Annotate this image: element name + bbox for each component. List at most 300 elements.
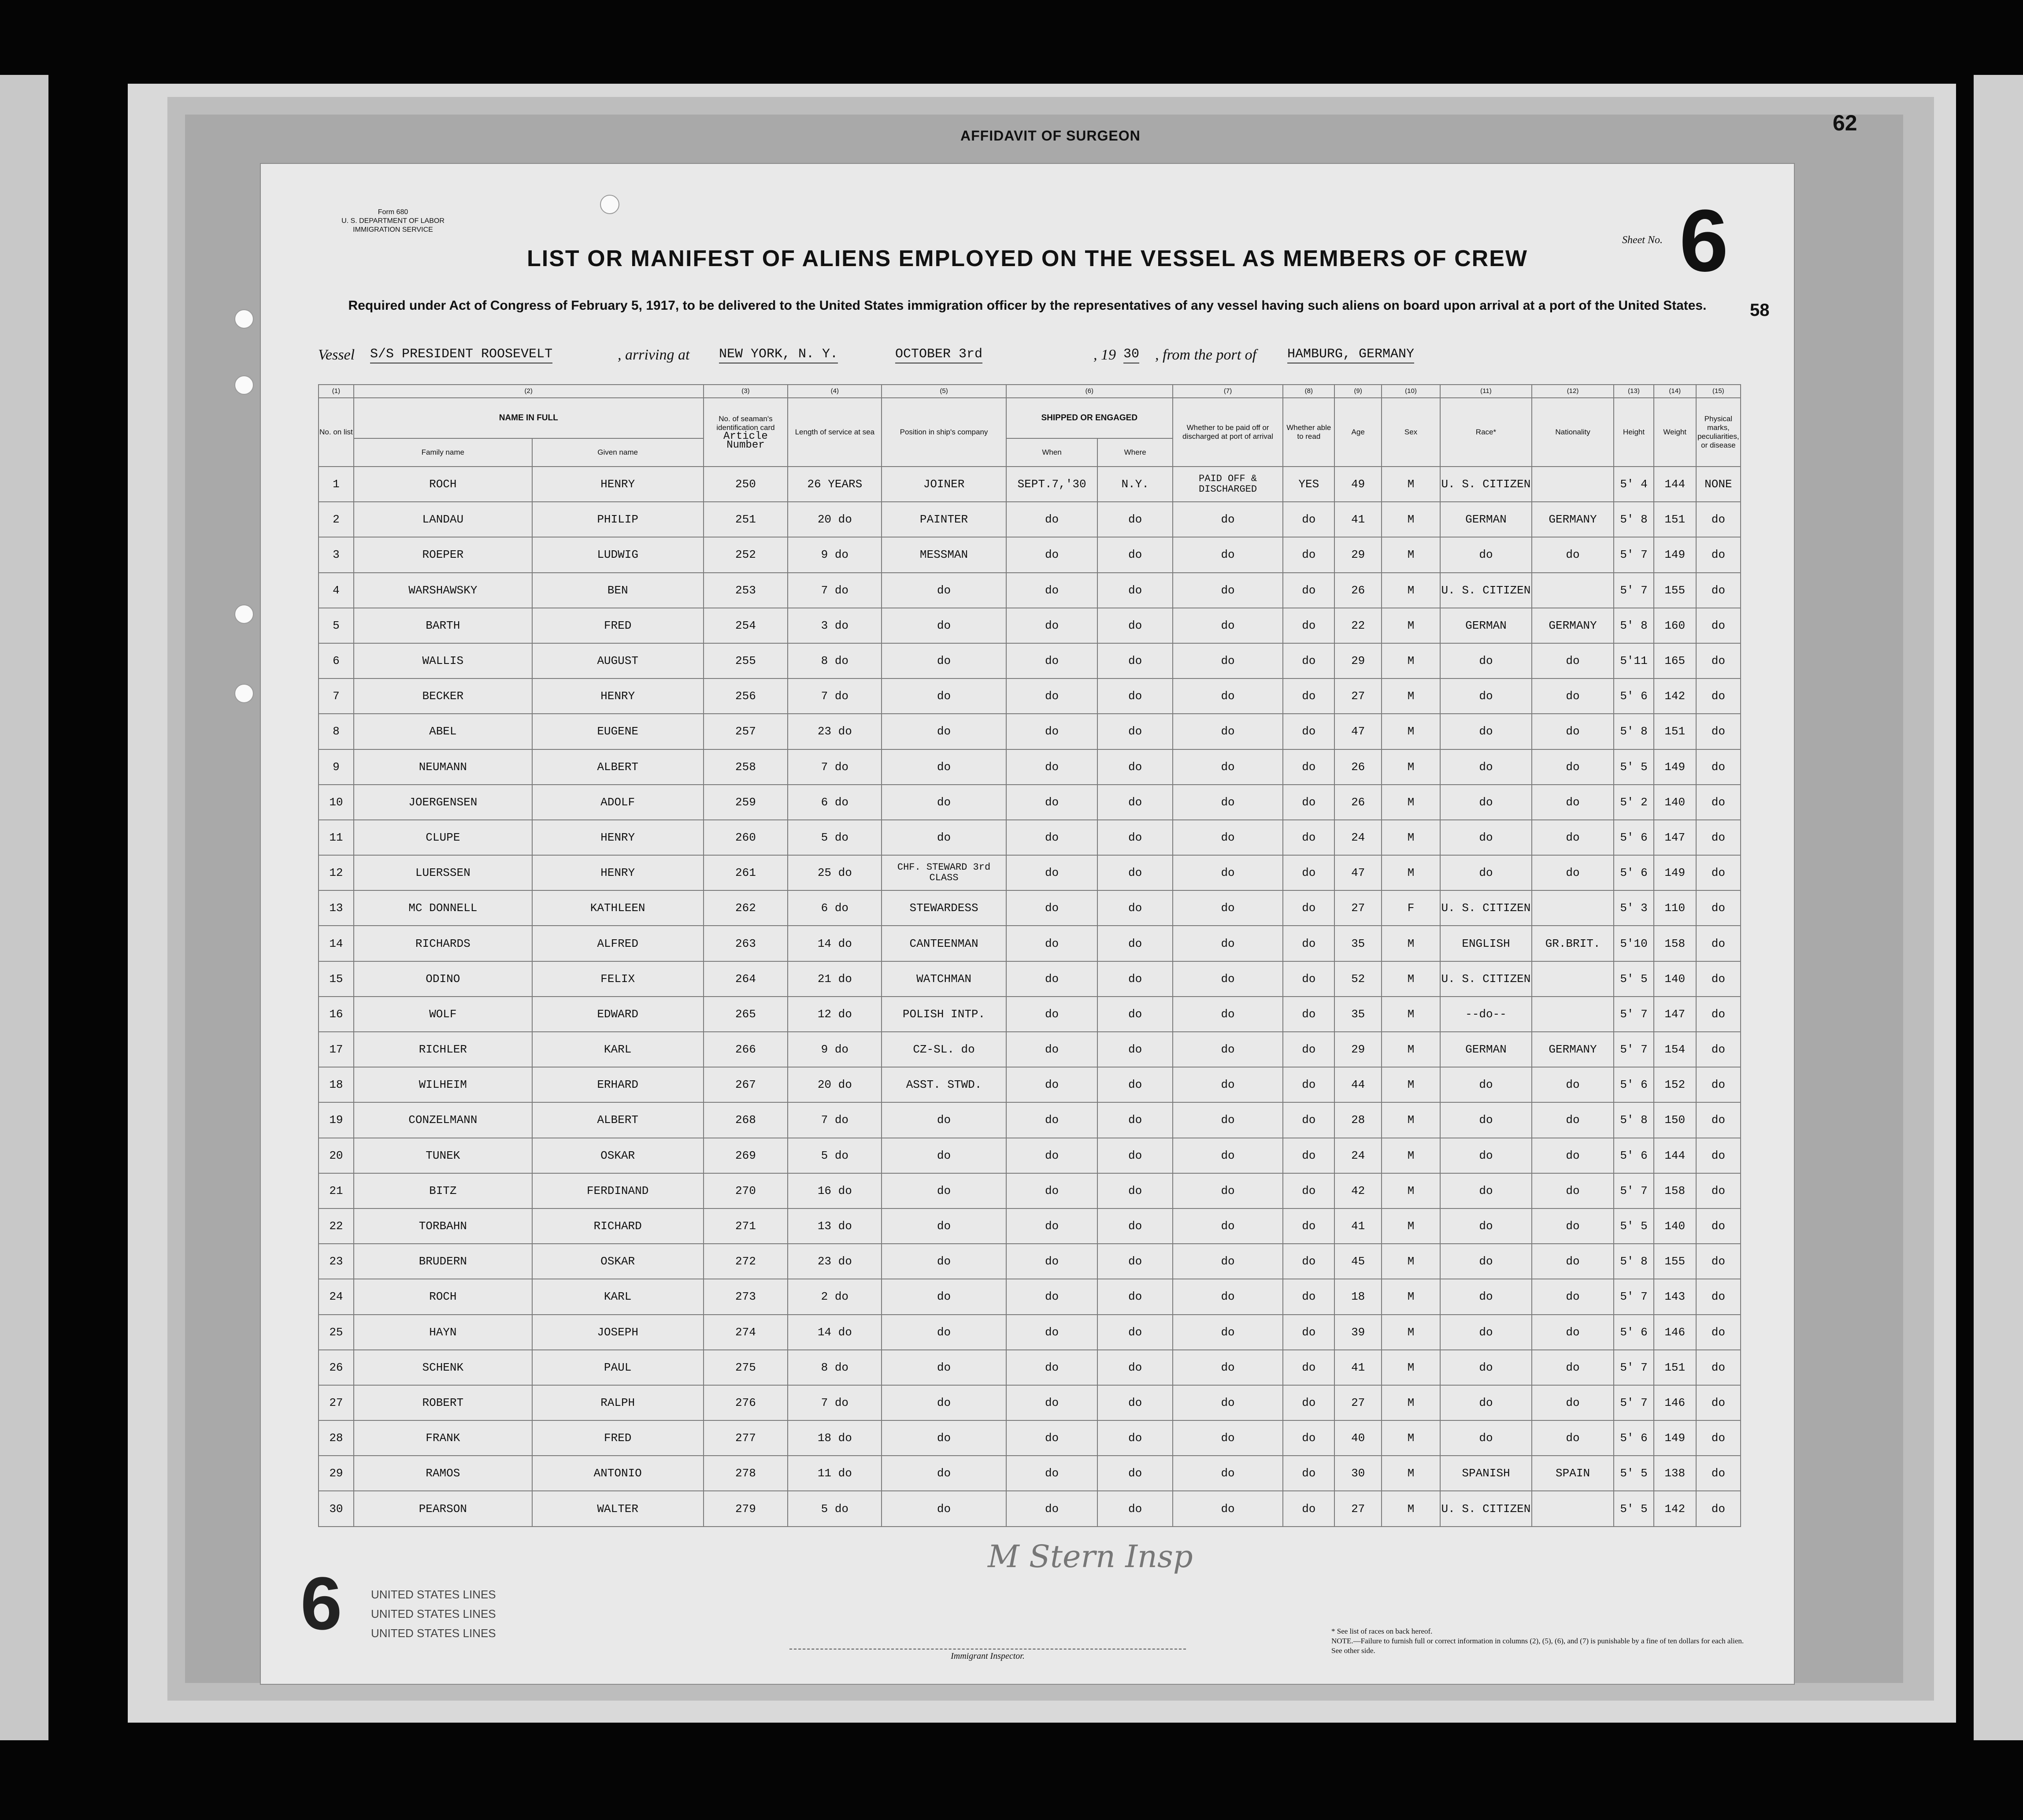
height: 5' 7 [1614, 537, 1654, 572]
shipped-when: SEPT.7,'30 [1006, 467, 1098, 502]
sex: M [1382, 467, 1440, 502]
race: do [1440, 785, 1532, 820]
nationality: do [1532, 855, 1614, 890]
paid-off: do [1173, 573, 1283, 608]
shipped-when: do [1006, 749, 1098, 785]
physical-marks: do [1696, 1279, 1741, 1314]
race: U. S. CITIZEN [1440, 1491, 1532, 1526]
position: CZ-SL. do [882, 1032, 1006, 1067]
weight: 142 [1654, 1491, 1696, 1526]
length-of-service: 5 do [788, 1491, 882, 1526]
position: do [882, 1491, 1006, 1526]
physical-marks: do [1696, 1173, 1741, 1208]
header-family-name: Family name [354, 438, 532, 467]
able-to-read: do [1283, 537, 1334, 572]
race: do [1440, 1208, 1532, 1244]
height: 5' 6 [1614, 1315, 1654, 1350]
race: ENGLISH [1440, 926, 1532, 961]
given-name: ALFRED [532, 926, 704, 961]
position: do [882, 1456, 1006, 1491]
nationality: do [1532, 1315, 1614, 1350]
header-nationality: Nationality [1532, 398, 1614, 467]
family-name: ROBERT [354, 1385, 532, 1420]
line-number: 3 [319, 537, 354, 572]
id-card-number: 263 [704, 926, 788, 961]
table-row [319, 1315, 1741, 1350]
sex: M [1382, 1173, 1440, 1208]
physical-marks: do [1696, 1244, 1741, 1279]
left-page-edge [0, 75, 48, 1740]
length-of-service: 7 do [788, 678, 882, 714]
table-row [319, 997, 1741, 1032]
sex: M [1382, 714, 1440, 749]
table-row [319, 573, 1741, 608]
table-row [319, 1208, 1741, 1244]
line-number: 27 [319, 1385, 354, 1420]
table-row [319, 1420, 1741, 1456]
punch-hole [234, 604, 254, 624]
length-of-service: 16 do [788, 1173, 882, 1208]
given-name: ALBERT [532, 1102, 704, 1138]
weight: 158 [1654, 926, 1696, 961]
header-weight: Weight [1654, 398, 1696, 467]
given-name: RICHARD [532, 1208, 704, 1244]
given-name: ADOLF [532, 785, 704, 820]
race: U. S. CITIZEN [1440, 573, 1532, 608]
age: 29 [1334, 537, 1382, 572]
form-identifier [322, 208, 463, 234]
given-name: PAUL [532, 1350, 704, 1385]
weight: 140 [1654, 1208, 1696, 1244]
age: 30 [1334, 1456, 1382, 1491]
given-name: FRED [532, 1420, 704, 1456]
shipped-where: do [1097, 643, 1172, 678]
line-number: 21 [319, 1173, 354, 1208]
family-name: WARSHAWSKY [354, 573, 532, 608]
height: 5' 2 [1614, 785, 1654, 820]
paid-off: do [1173, 1279, 1283, 1314]
length-of-service: 8 do [788, 643, 882, 678]
given-name: FERDINAND [532, 1173, 704, 1208]
weight: 146 [1654, 1315, 1696, 1350]
length-of-service: 20 do [788, 502, 882, 537]
physical-marks: do [1696, 714, 1741, 749]
id-card-number: 265 [704, 997, 788, 1032]
position: do [882, 643, 1006, 678]
arrival-year: 30 [1123, 347, 1139, 363]
line-number: 19 [319, 1102, 354, 1138]
able-to-read: do [1283, 890, 1334, 926]
sex: M [1382, 855, 1440, 890]
physical-marks: do [1696, 608, 1741, 643]
company-stamp [371, 1585, 496, 1643]
physical-marks: do [1696, 1138, 1741, 1173]
sex: M [1382, 1350, 1440, 1385]
weight: 142 [1654, 678, 1696, 714]
height: 5' 8 [1614, 1102, 1654, 1138]
length-of-service: 11 do [788, 1456, 882, 1491]
race: do [1440, 1279, 1532, 1314]
length-of-service: 14 do [788, 1315, 882, 1350]
paid-off: do [1173, 643, 1283, 678]
footnote [1331, 1627, 1750, 1656]
shipped-where: do [1097, 1102, 1172, 1138]
height: 5' 5 [1614, 961, 1654, 997]
family-name: WILHEIM [354, 1067, 532, 1102]
table-row [319, 1138, 1741, 1173]
shipped-where: do [1097, 714, 1172, 749]
position: do [882, 1138, 1006, 1173]
line-number: 17 [319, 1032, 354, 1067]
physical-marks: do [1696, 1350, 1741, 1385]
physical-marks: do [1696, 961, 1741, 997]
family-name: HAYN [354, 1315, 532, 1350]
shipped-where: do [1097, 1067, 1172, 1102]
age: 42 [1334, 1173, 1382, 1208]
line-number: 23 [319, 1244, 354, 1279]
header-length-of-service: Length of service at sea [788, 398, 882, 467]
position: STEWARDESS [882, 890, 1006, 926]
length-of-service: 14 do [788, 926, 882, 961]
paid-off: do [1173, 926, 1283, 961]
able-to-read: do [1283, 1420, 1334, 1456]
table-row [319, 890, 1741, 926]
departure-port: HAMBURG, GERMANY [1287, 347, 1414, 363]
race: do [1440, 1138, 1532, 1173]
race: do [1440, 1244, 1532, 1279]
paid-off: do [1173, 1491, 1283, 1526]
shipped-where: do [1097, 1244, 1172, 1279]
length-of-service: 7 do [788, 749, 882, 785]
footnote-penalty: NOTE.—Failure to furnish full or correct information in columns (2), (5), (6), and (7) is punishable by a fine of ten dollars for each alien. See other side. [1331, 1637, 1744, 1655]
able-to-read: do [1283, 714, 1334, 749]
line-number: 16 [319, 997, 354, 1032]
header-able-to-read: Whether able to read [1283, 398, 1334, 467]
shipped-where: do [1097, 573, 1172, 608]
height: 5' 7 [1614, 1350, 1654, 1385]
able-to-read: do [1283, 502, 1334, 537]
sex: M [1382, 785, 1440, 820]
id-card-number: 273 [704, 1279, 788, 1314]
length-of-service: 2 do [788, 1279, 882, 1314]
id-card-number: 260 [704, 820, 788, 855]
age: 41 [1334, 1350, 1382, 1385]
shipped-when: do [1006, 1315, 1098, 1350]
line-number: 29 [319, 1456, 354, 1491]
line-number: 9 [319, 749, 354, 785]
shipped-where: do [1097, 1138, 1172, 1173]
height: 5'11 [1614, 643, 1654, 678]
nationality [1532, 573, 1614, 608]
nationality [1532, 890, 1614, 926]
header-age: Age [1334, 398, 1382, 467]
family-name: LUERSSEN [354, 855, 532, 890]
table-row [319, 714, 1741, 749]
given-name: WALTER [532, 1491, 704, 1526]
table-row [319, 643, 1741, 678]
paid-off: do [1173, 1315, 1283, 1350]
form-id-line: U. S. DEPARTMENT OF LABOR [341, 217, 445, 225]
physical-marks: do [1696, 1208, 1741, 1244]
sex: M [1382, 1385, 1440, 1420]
id-card-number: 259 [704, 785, 788, 820]
race: do [1440, 855, 1532, 890]
weight: 149 [1654, 537, 1696, 572]
family-name: BRUDERN [354, 1244, 532, 1279]
length-of-service: 5 do [788, 1138, 882, 1173]
shipped-where: do [1097, 1032, 1172, 1067]
shipped-when: do [1006, 714, 1098, 749]
paid-off: do [1173, 1456, 1283, 1491]
age: 47 [1334, 714, 1382, 749]
table-row [319, 961, 1741, 997]
given-name: ANTONIO [532, 1456, 704, 1491]
family-name: TUNEK [354, 1138, 532, 1173]
inspector-signature: M Stern Insp [988, 1538, 1193, 1575]
given-name: KARL [532, 1279, 704, 1314]
id-card-number: 277 [704, 1420, 788, 1456]
paid-off: do [1173, 1208, 1283, 1244]
nationality: GERMANY [1532, 608, 1614, 643]
nationality: do [1532, 820, 1614, 855]
line-number: 11 [319, 820, 354, 855]
able-to-read: do [1283, 573, 1334, 608]
given-name: LUDWIG [532, 537, 704, 572]
paid-off: do [1173, 714, 1283, 749]
table-row [319, 1067, 1741, 1102]
column-number: (10) [1382, 385, 1440, 398]
weight: 149 [1654, 749, 1696, 785]
family-name: RICHARDS [354, 926, 532, 961]
form-id-line: Form 680 [378, 208, 408, 216]
paid-off: do [1173, 1173, 1283, 1208]
physical-marks: do [1696, 1491, 1741, 1526]
physical-marks: do [1696, 502, 1741, 537]
form-subtitle: Required under Act of Congress of February 5, 1917, to be delivered to the United States immigration officer by the representatives of any vessel having such aliens on board upon arrival at a port of the United States. [348, 298, 1707, 313]
nationality: GERMANY [1532, 1032, 1614, 1067]
able-to-read: do [1283, 1350, 1334, 1385]
physical-marks: do [1696, 785, 1741, 820]
header-id-card-typed: Article Number [723, 430, 768, 451]
shipped-when: do [1006, 502, 1098, 537]
line-number: 18 [319, 1067, 354, 1102]
line-number: 2 [319, 502, 354, 537]
family-name: LANDAU [354, 502, 532, 537]
arrival-date: OCTOBER 3rd [895, 347, 982, 363]
weight: 144 [1654, 1138, 1696, 1173]
nationality: do [1532, 785, 1614, 820]
punch-hole [600, 195, 619, 214]
able-to-read: do [1283, 1067, 1334, 1102]
shipped-where: do [1097, 1420, 1172, 1456]
age: 27 [1334, 1385, 1382, 1420]
id-card-number: 250 [704, 467, 788, 502]
sex: M [1382, 1315, 1440, 1350]
paid-off: do [1173, 1420, 1283, 1456]
paid-off: do [1173, 1350, 1283, 1385]
crew-rows [319, 467, 1741, 1527]
shipped-where: do [1097, 1208, 1172, 1244]
id-card-number: 255 [704, 643, 788, 678]
id-card-number: 269 [704, 1138, 788, 1173]
shipped-where: do [1097, 608, 1172, 643]
weight: 146 [1654, 1385, 1696, 1420]
punch-hole [234, 375, 254, 395]
id-card-number: 267 [704, 1067, 788, 1102]
weight: 160 [1654, 608, 1696, 643]
shipped-where: do [1097, 502, 1172, 537]
family-name: ODINO [354, 961, 532, 997]
line-number: 13 [319, 890, 354, 926]
weight: 149 [1654, 855, 1696, 890]
race: do [1440, 643, 1532, 678]
shipped-when: do [1006, 1244, 1098, 1279]
sex: M [1382, 820, 1440, 855]
shipped-where: do [1097, 1385, 1172, 1420]
race: do [1440, 1067, 1532, 1102]
shipped-when: do [1006, 997, 1098, 1032]
given-name: RALPH [532, 1385, 704, 1420]
able-to-read: do [1283, 961, 1334, 997]
race: GERMAN [1440, 502, 1532, 537]
able-to-read: do [1283, 1456, 1334, 1491]
table-row [319, 1032, 1741, 1067]
shipped-where: do [1097, 1279, 1172, 1314]
sex: M [1382, 1491, 1440, 1526]
id-card-number: 261 [704, 855, 788, 890]
family-name: CLUPE [354, 820, 532, 855]
shipped-where: do [1097, 926, 1172, 961]
id-card-number: 270 [704, 1173, 788, 1208]
given-name: PHILIP [532, 502, 704, 537]
right-page-edge [1974, 75, 2023, 1740]
from-label: , from the port of [1155, 347, 1257, 363]
punch-hole [234, 684, 254, 703]
header-name-in-full: NAME IN FULL [354, 398, 704, 438]
sex: M [1382, 502, 1440, 537]
given-name: KATHLEEN [532, 890, 704, 926]
height: 5' 7 [1614, 1385, 1654, 1420]
race: SPANISH [1440, 1456, 1532, 1491]
height: 5' 6 [1614, 1067, 1654, 1102]
physical-marks: do [1696, 1456, 1741, 1491]
able-to-read: do [1283, 678, 1334, 714]
length-of-service: 21 do [788, 961, 882, 997]
race: GERMAN [1440, 1032, 1532, 1067]
header-physical-marks: Physical marks, peculiarities, or disease [1696, 398, 1741, 467]
weight: 151 [1654, 1350, 1696, 1385]
id-card-number: 257 [704, 714, 788, 749]
physical-marks: do [1696, 820, 1741, 855]
length-of-service: 3 do [788, 608, 882, 643]
vessel-name: S/S PRESIDENT ROOSEVELT [370, 347, 552, 363]
weight: 140 [1654, 785, 1696, 820]
weight: 151 [1654, 502, 1696, 537]
shipped-when: do [1006, 961, 1098, 997]
family-name: WOLF [354, 997, 532, 1032]
shipped-where: do [1097, 820, 1172, 855]
line-number: 26 [319, 1350, 354, 1385]
age: 24 [1334, 1138, 1382, 1173]
id-card-number: 278 [704, 1456, 788, 1491]
nationality [1532, 961, 1614, 997]
id-card-number: 252 [704, 537, 788, 572]
position: do [882, 714, 1006, 749]
nationality: do [1532, 1244, 1614, 1279]
physical-marks: do [1696, 537, 1741, 572]
line-number: 1 [319, 467, 354, 502]
height: 5'10 [1614, 926, 1654, 961]
race: --do-- [1440, 997, 1532, 1032]
length-of-service: 7 do [788, 573, 882, 608]
age: 44 [1334, 1067, 1382, 1102]
race: do [1440, 1102, 1532, 1138]
page-number: 62 [1833, 111, 1857, 135]
height: 5' 5 [1614, 1491, 1654, 1526]
line-number: 15 [319, 961, 354, 997]
height: 5' 5 [1614, 749, 1654, 785]
affidavit-heading: AFFIDAVIT OF SURGEON [960, 128, 1141, 144]
age: 29 [1334, 1032, 1382, 1067]
height: 5' 8 [1614, 502, 1654, 537]
age: 39 [1334, 1315, 1382, 1350]
height: 5' 7 [1614, 573, 1654, 608]
table-row [319, 785, 1741, 820]
position: POLISH INTP. [882, 997, 1006, 1032]
family-name: TORBAHN [354, 1208, 532, 1244]
shipped-where: do [1097, 961, 1172, 997]
sex: M [1382, 1456, 1440, 1491]
age: 35 [1334, 997, 1382, 1032]
nationality: do [1532, 537, 1614, 572]
able-to-read: do [1283, 926, 1334, 961]
family-name: BITZ [354, 1173, 532, 1208]
company-stamp-line: UNITED STATES LINES [371, 1588, 496, 1601]
id-card-number: 251 [704, 502, 788, 537]
header-race: Race* [1440, 398, 1532, 467]
length-of-service: 18 do [788, 1420, 882, 1456]
height: 5' 6 [1614, 855, 1654, 890]
family-name: CONZELMANN [354, 1102, 532, 1138]
physical-marks: do [1696, 890, 1741, 926]
table-row [319, 608, 1741, 643]
shipped-when: do [1006, 926, 1098, 961]
position: CANTEENMAN [882, 926, 1006, 961]
sex: M [1382, 961, 1440, 997]
paid-off: do [1173, 1385, 1283, 1420]
header-when: When [1006, 438, 1098, 467]
shipped-when: do [1006, 855, 1098, 890]
manifest-sheet [260, 163, 1795, 1685]
shipped-where: do [1097, 1315, 1172, 1350]
weight: 140 [1654, 961, 1696, 997]
shipped-when: do [1006, 643, 1098, 678]
age: 18 [1334, 1279, 1382, 1314]
nationality: do [1532, 1385, 1614, 1420]
length-of-service: 5 do [788, 820, 882, 855]
length-of-service: 23 do [788, 714, 882, 749]
id-card-number: 272 [704, 1244, 788, 1279]
position: do [882, 1350, 1006, 1385]
physical-marks: do [1696, 997, 1741, 1032]
given-name: FRED [532, 608, 704, 643]
company-stamp-line: UNITED STATES LINES [371, 1627, 496, 1640]
column-number: (11) [1440, 385, 1532, 398]
able-to-read: do [1283, 1102, 1334, 1138]
race: do [1440, 537, 1532, 572]
nationality: do [1532, 714, 1614, 749]
family-name: BECKER [354, 678, 532, 714]
